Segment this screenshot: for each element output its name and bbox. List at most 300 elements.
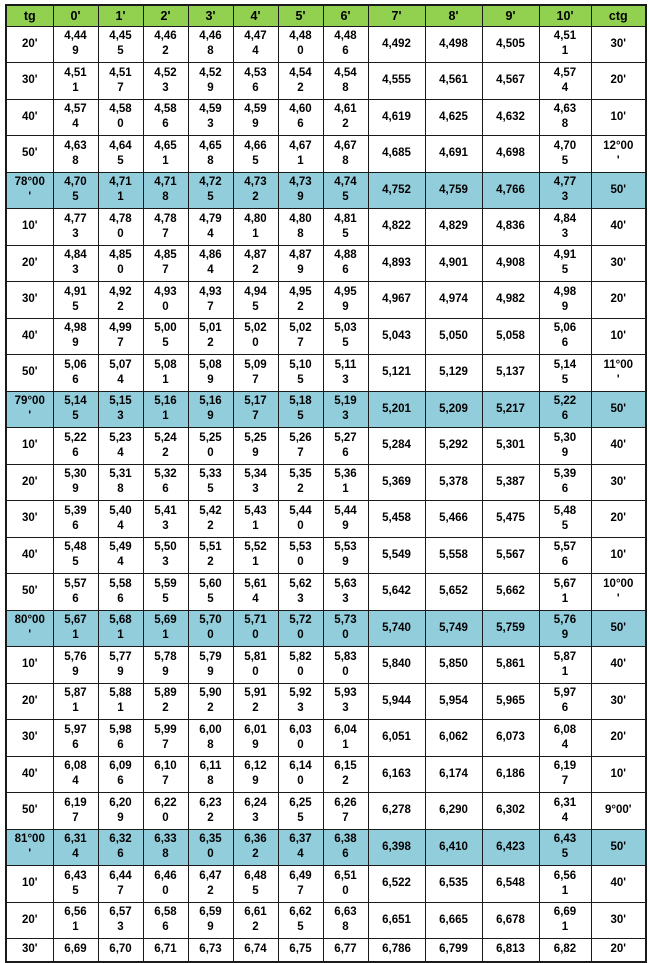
table-row (6, 245, 646, 282)
value-cell: 6,33 8 (143, 829, 188, 866)
column-header-10: 10' (539, 5, 591, 26)
tg-cell: 40' (6, 537, 53, 574)
value-cell: 4,561 (425, 63, 482, 100)
value-cell: 6,163 (368, 756, 425, 793)
value-cell: 5,662 (482, 574, 539, 611)
tg-cell: 79°00 ' (6, 391, 53, 428)
value-cell: 5,09 7 (233, 355, 278, 392)
tg-cell: 20' (6, 902, 53, 939)
ctg-cell: 40' (591, 428, 646, 465)
value-cell: 5,82 0 (278, 647, 323, 684)
value-cell: 4,54 2 (278, 63, 323, 100)
value-cell: 6,24 3 (233, 793, 278, 830)
value-cell: 4,492 (368, 26, 425, 63)
value-cell: 6,38 6 (323, 829, 368, 866)
value-cell: 5,53 9 (323, 537, 368, 574)
value-cell: 6,01 9 (233, 720, 278, 757)
value-cell: 6,22 0 (143, 793, 188, 830)
table-row (6, 428, 646, 465)
tg-cell: 50' (6, 574, 53, 611)
value-cell: 5,61 4 (233, 574, 278, 611)
value-cell: 5,33 5 (188, 464, 233, 501)
table-row (6, 756, 646, 793)
value-cell: 5,87 1 (539, 647, 591, 684)
tg-cell: 40' (6, 99, 53, 136)
ctg-cell: 30' (591, 464, 646, 501)
value-cell: 4,87 2 (233, 245, 278, 282)
value-cell: 5,369 (368, 464, 425, 501)
value-cell: 6,37 4 (278, 829, 323, 866)
value-cell: 5,60 5 (188, 574, 233, 611)
value-cell: 6,35 0 (188, 829, 233, 866)
table-row-degree (6, 610, 646, 647)
value-cell: 6,278 (368, 793, 425, 830)
ctg-cell: 30' (591, 683, 646, 720)
value-cell: 6,14 0 (278, 756, 323, 793)
table-row (6, 209, 646, 246)
column-header-0: 0' (53, 5, 98, 26)
value-cell: 4,51 1 (53, 63, 98, 100)
value-cell: 6,47 2 (188, 866, 233, 903)
value-cell: 4,498 (425, 26, 482, 63)
value-cell: 6,61 2 (233, 902, 278, 939)
value-cell: 5,77 9 (98, 647, 143, 684)
value-cell: 6,799 (425, 939, 482, 962)
column-header-8: 8' (425, 5, 482, 26)
tg-cell: 78°00 ' (6, 172, 53, 209)
value-cell: 6,59 9 (188, 902, 233, 939)
column-header-1: 1' (98, 5, 143, 26)
value-cell: 6,398 (368, 829, 425, 866)
value-cell: 4,98 9 (53, 318, 98, 355)
table-row (6, 793, 646, 830)
value-cell: 4,91 5 (539, 245, 591, 282)
tg-cell: 30' (6, 720, 53, 757)
value-cell: 4,45 5 (98, 26, 143, 63)
tg-cell: 10' (6, 209, 53, 246)
value-cell: 6,11 8 (188, 756, 233, 793)
value-cell: 5,62 3 (278, 574, 323, 611)
value-cell: 6,19 7 (53, 793, 98, 830)
table-row (6, 939, 646, 962)
value-cell: 6,08 4 (53, 756, 98, 793)
value-cell: 4,59 3 (188, 99, 233, 136)
value-cell: 5,840 (368, 647, 425, 684)
tg-cell: 81°00 ' (6, 829, 53, 866)
value-cell: 5,850 (425, 647, 482, 684)
value-cell: 5,71 0 (233, 610, 278, 647)
value-cell: 4,58 6 (143, 99, 188, 136)
value-cell: 4,64 5 (98, 136, 143, 173)
value-cell: 6,186 (482, 756, 539, 793)
tangent-cotangent-table (5, 4, 647, 963)
value-cell: 4,48 0 (278, 26, 323, 63)
ctg-cell: 20' (591, 939, 646, 962)
value-cell: 5,90 2 (188, 683, 233, 720)
value-cell: 4,63 8 (53, 136, 98, 173)
value-cell: 5,965 (482, 683, 539, 720)
value-cell: 4,67 8 (323, 136, 368, 173)
value-cell: 4,94 5 (233, 282, 278, 319)
ctg-cell: 10' (591, 318, 646, 355)
table-row (6, 464, 646, 501)
ctg-cell: 50' (591, 610, 646, 647)
value-cell: 5,58 6 (98, 574, 143, 611)
value-cell: 4,619 (368, 99, 425, 136)
value-cell: 4,72 5 (188, 172, 233, 209)
ctg-cell: 40' (591, 866, 646, 903)
ctg-cell: 50' (591, 829, 646, 866)
value-cell: 5,30 9 (53, 464, 98, 501)
value-cell: 5,00 5 (143, 318, 188, 355)
value-cell: 4,88 6 (323, 245, 368, 282)
value-cell: 6,69 1 (539, 902, 591, 939)
value-cell: 5,42 2 (188, 501, 233, 538)
value-cell: 5,11 3 (323, 355, 368, 392)
value-cell: 4,53 6 (233, 63, 278, 100)
value-cell: 4,60 6 (278, 99, 323, 136)
table-header-row (6, 5, 646, 26)
value-cell: 4,73 9 (278, 172, 323, 209)
value-cell: 5,24 2 (143, 428, 188, 465)
value-cell: 5,48 5 (53, 537, 98, 574)
value-cell: 4,57 4 (53, 99, 98, 136)
value-cell: 5,043 (368, 318, 425, 355)
value-cell: 6,51 0 (323, 866, 368, 903)
value-cell: 4,70 5 (53, 172, 98, 209)
value-cell: 5,06 6 (539, 318, 591, 355)
tg-cell: 20' (6, 464, 53, 501)
column-header-5: 5' (278, 5, 323, 26)
ctg-cell: 20' (591, 720, 646, 757)
value-cell: 5,72 0 (278, 610, 323, 647)
value-cell: 5,79 9 (188, 647, 233, 684)
table-row (6, 282, 646, 319)
tg-cell: 40' (6, 318, 53, 355)
value-cell: 6,31 4 (53, 829, 98, 866)
value-cell: 4,567 (482, 63, 539, 100)
value-cell: 6,43 5 (53, 866, 98, 903)
ctg-cell: 10' (591, 99, 646, 136)
tg-cell: 50' (6, 793, 53, 830)
value-cell: 6,74 (233, 939, 278, 962)
value-cell: 4,81 5 (323, 209, 368, 246)
table-row (6, 902, 646, 939)
column-header-9: 9' (482, 5, 539, 26)
value-cell: 4,85 0 (98, 245, 143, 282)
value-cell: 5,73 0 (323, 610, 368, 647)
value-cell: 6,69 (53, 939, 98, 962)
value-cell: 4,93 0 (143, 282, 188, 319)
table-row (6, 355, 646, 392)
value-cell: 5,15 3 (98, 391, 143, 428)
ctg-cell: 20' (591, 501, 646, 538)
value-cell: 4,685 (368, 136, 425, 173)
value-cell: 5,83 0 (323, 647, 368, 684)
column-header-4: 4' (233, 5, 278, 26)
value-cell: 5,78 9 (143, 647, 188, 684)
table-row (6, 99, 646, 136)
value-cell: 6,73 (188, 939, 233, 962)
tg-cell: 30' (6, 939, 53, 962)
value-cell: 4,85 7 (143, 245, 188, 282)
value-cell: 6,63 8 (323, 902, 368, 939)
value-cell: 4,70 5 (539, 136, 591, 173)
value-cell: 5,92 3 (278, 683, 323, 720)
table-row (6, 647, 646, 684)
value-cell: 5,31 8 (98, 464, 143, 501)
value-cell: 5,53 0 (278, 537, 323, 574)
value-cell: 4,901 (425, 245, 482, 282)
value-cell: 6,073 (482, 720, 539, 757)
value-cell: 4,632 (482, 99, 539, 136)
value-cell: 4,79 4 (188, 209, 233, 246)
value-cell: 4,84 3 (539, 209, 591, 246)
value-cell: 5,44 9 (323, 501, 368, 538)
value-cell: 4,74 5 (323, 172, 368, 209)
value-cell: 5,458 (368, 501, 425, 538)
tg-cell: 30' (6, 63, 53, 100)
value-cell: 5,81 0 (233, 647, 278, 684)
value-cell: 5,36 1 (323, 464, 368, 501)
value-cell: 6,31 4 (539, 793, 591, 830)
value-cell: 5,292 (425, 428, 482, 465)
value-cell: 5,88 1 (98, 683, 143, 720)
value-cell: 4,54 8 (323, 63, 368, 100)
value-cell: 5,652 (425, 574, 482, 611)
value-cell: 5,35 2 (278, 464, 323, 501)
value-cell: 4,86 4 (188, 245, 233, 282)
value-cell: 6,062 (425, 720, 482, 757)
table-row (6, 318, 646, 355)
value-cell: 4,51 1 (539, 26, 591, 63)
value-cell: 6,46 0 (143, 866, 188, 903)
value-cell: 6,56 1 (53, 902, 98, 939)
value-cell: 4,698 (482, 136, 539, 173)
tg-cell: 30' (6, 282, 53, 319)
value-cell: 5,69 1 (143, 610, 188, 647)
value-cell: 5,03 5 (323, 318, 368, 355)
value-cell: 5,378 (425, 464, 482, 501)
value-cell: 5,52 1 (233, 537, 278, 574)
value-cell: 5,19 3 (323, 391, 368, 428)
value-cell: 6,665 (425, 902, 482, 939)
column-header-tg: tg (6, 5, 53, 26)
column-header-3: 3' (188, 5, 233, 26)
value-cell: 5,34 3 (233, 464, 278, 501)
value-cell: 4,80 8 (278, 209, 323, 246)
value-cell: 4,691 (425, 136, 482, 173)
tg-cell: 10' (6, 866, 53, 903)
value-cell: 4,48 6 (323, 26, 368, 63)
value-cell: 6,548 (482, 866, 539, 903)
value-cell: 6,44 7 (98, 866, 143, 903)
table-row (6, 683, 646, 720)
tg-cell: 30' (6, 501, 53, 538)
value-cell: 6,19 7 (539, 756, 591, 793)
value-cell: 5,91 2 (233, 683, 278, 720)
value-cell: 4,908 (482, 245, 539, 282)
value-cell: 6,290 (425, 793, 482, 830)
value-cell: 6,522 (368, 866, 425, 903)
value-cell: 6,57 3 (98, 902, 143, 939)
value-cell: 5,43 1 (233, 501, 278, 538)
value-cell: 4,73 2 (233, 172, 278, 209)
ctg-cell: 30' (591, 245, 646, 282)
value-cell: 5,76 9 (539, 610, 591, 647)
value-cell: 6,26 7 (323, 793, 368, 830)
value-cell: 4,51 7 (98, 63, 143, 100)
value-cell: 4,759 (425, 172, 482, 209)
value-cell: 5,642 (368, 574, 425, 611)
value-cell: 5,17 7 (233, 391, 278, 428)
value-cell: 4,63 8 (539, 99, 591, 136)
value-cell: 5,89 2 (143, 683, 188, 720)
value-cell: 5,23 4 (98, 428, 143, 465)
ctg-cell: 9°00' (591, 793, 646, 830)
value-cell: 6,43 5 (539, 829, 591, 866)
value-cell: 6,36 2 (233, 829, 278, 866)
table-row (6, 63, 646, 100)
value-cell: 5,861 (482, 647, 539, 684)
value-cell: 4,71 8 (143, 172, 188, 209)
value-cell: 6,535 (425, 866, 482, 903)
value-cell: 6,23 2 (188, 793, 233, 830)
value-cell: 6,04 1 (323, 720, 368, 757)
value-cell: 4,61 2 (323, 99, 368, 136)
value-cell: 5,98 6 (98, 720, 143, 757)
value-cell: 5,93 3 (323, 683, 368, 720)
value-cell: 5,97 6 (539, 683, 591, 720)
value-cell: 5,57 6 (53, 574, 98, 611)
ctg-cell: 10' (591, 756, 646, 793)
value-cell: 5,08 9 (188, 355, 233, 392)
value-cell: 5,30 9 (539, 428, 591, 465)
value-cell: 6,75 (278, 939, 323, 962)
value-cell: 6,174 (425, 756, 482, 793)
ctg-cell: 30' (591, 26, 646, 63)
value-cell: 4,766 (482, 172, 539, 209)
column-header-2: 2' (143, 5, 188, 26)
value-cell: 5,48 5 (539, 501, 591, 538)
value-cell: 5,27 6 (323, 428, 368, 465)
value-cell: 4,974 (425, 282, 482, 319)
value-cell: 4,87 9 (278, 245, 323, 282)
column-header-7: 7' (368, 5, 425, 26)
value-cell: 4,78 7 (143, 209, 188, 246)
value-cell: 4,95 2 (278, 282, 323, 319)
value-cell: 4,92 2 (98, 282, 143, 319)
value-cell: 5,51 2 (188, 537, 233, 574)
table-row (6, 136, 646, 173)
value-cell: 5,25 0 (188, 428, 233, 465)
table-row (6, 26, 646, 63)
value-cell: 4,91 5 (53, 282, 98, 319)
value-cell: 4,77 3 (53, 209, 98, 246)
value-cell: 5,749 (425, 610, 482, 647)
value-cell: 5,201 (368, 391, 425, 428)
value-cell: 4,78 0 (98, 209, 143, 246)
value-cell: 5,740 (368, 610, 425, 647)
value-cell: 5,67 1 (539, 574, 591, 611)
value-cell: 4,98 9 (539, 282, 591, 319)
value-cell: 4,93 7 (188, 282, 233, 319)
value-cell: 5,02 0 (233, 318, 278, 355)
value-cell: 5,49 4 (98, 537, 143, 574)
value-cell: 6,09 6 (98, 756, 143, 793)
value-cell: 6,00 8 (188, 720, 233, 757)
ctg-cell: 12°00 ' (591, 136, 646, 173)
value-cell: 4,52 3 (143, 63, 188, 100)
value-cell: 5,63 3 (323, 574, 368, 611)
value-cell: 5,25 9 (233, 428, 278, 465)
value-cell: 5,39 6 (53, 501, 98, 538)
value-cell: 5,26 7 (278, 428, 323, 465)
ctg-cell: 30' (591, 902, 646, 939)
ctg-cell: 40' (591, 647, 646, 684)
value-cell: 5,87 1 (53, 683, 98, 720)
value-cell: 4,982 (482, 282, 539, 319)
tg-cell: 40' (6, 756, 53, 793)
value-cell: 4,67 1 (278, 136, 323, 173)
value-cell: 4,71 1 (98, 172, 143, 209)
table-body (6, 26, 646, 962)
value-cell: 6,410 (425, 829, 482, 866)
value-cell: 6,48 5 (233, 866, 278, 903)
value-cell: 4,77 3 (539, 172, 591, 209)
value-cell: 5,02 7 (278, 318, 323, 355)
value-cell: 5,40 4 (98, 501, 143, 538)
value-cell: 6,302 (482, 793, 539, 830)
value-cell: 6,32 6 (98, 829, 143, 866)
value-cell: 6,423 (482, 829, 539, 866)
value-cell: 5,129 (425, 355, 482, 392)
value-cell: 6,051 (368, 720, 425, 757)
value-cell: 5,07 4 (98, 355, 143, 392)
value-cell: 6,678 (482, 902, 539, 939)
tg-cell: 10' (6, 428, 53, 465)
value-cell: 4,59 9 (233, 99, 278, 136)
value-cell: 5,759 (482, 610, 539, 647)
value-cell: 5,217 (482, 391, 539, 428)
value-cell: 5,44 0 (278, 501, 323, 538)
value-cell: 5,954 (425, 683, 482, 720)
value-cell: 5,57 6 (539, 537, 591, 574)
value-cell: 6,82 (539, 939, 591, 962)
value-cell: 5,16 1 (143, 391, 188, 428)
value-cell: 6,10 7 (143, 756, 188, 793)
value-cell: 4,84 3 (53, 245, 98, 282)
value-cell: 5,70 0 (188, 610, 233, 647)
value-cell: 6,77 (323, 939, 368, 962)
value-cell: 5,050 (425, 318, 482, 355)
value-cell: 6,71 (143, 939, 188, 962)
table-row-degree (6, 172, 646, 209)
value-cell: 5,76 9 (53, 647, 98, 684)
value-cell: 5,284 (368, 428, 425, 465)
value-cell: 5,387 (482, 464, 539, 501)
value-cell: 5,99 7 (143, 720, 188, 757)
table-row-degree (6, 829, 646, 866)
value-cell: 4,822 (368, 209, 425, 246)
value-cell: 5,558 (425, 537, 482, 574)
value-cell: 4,44 9 (53, 26, 98, 63)
value-cell: 5,549 (368, 537, 425, 574)
value-cell: 5,01 2 (188, 318, 233, 355)
value-cell: 5,16 9 (188, 391, 233, 428)
value-cell: 4,80 1 (233, 209, 278, 246)
value-cell: 5,14 5 (53, 391, 98, 428)
